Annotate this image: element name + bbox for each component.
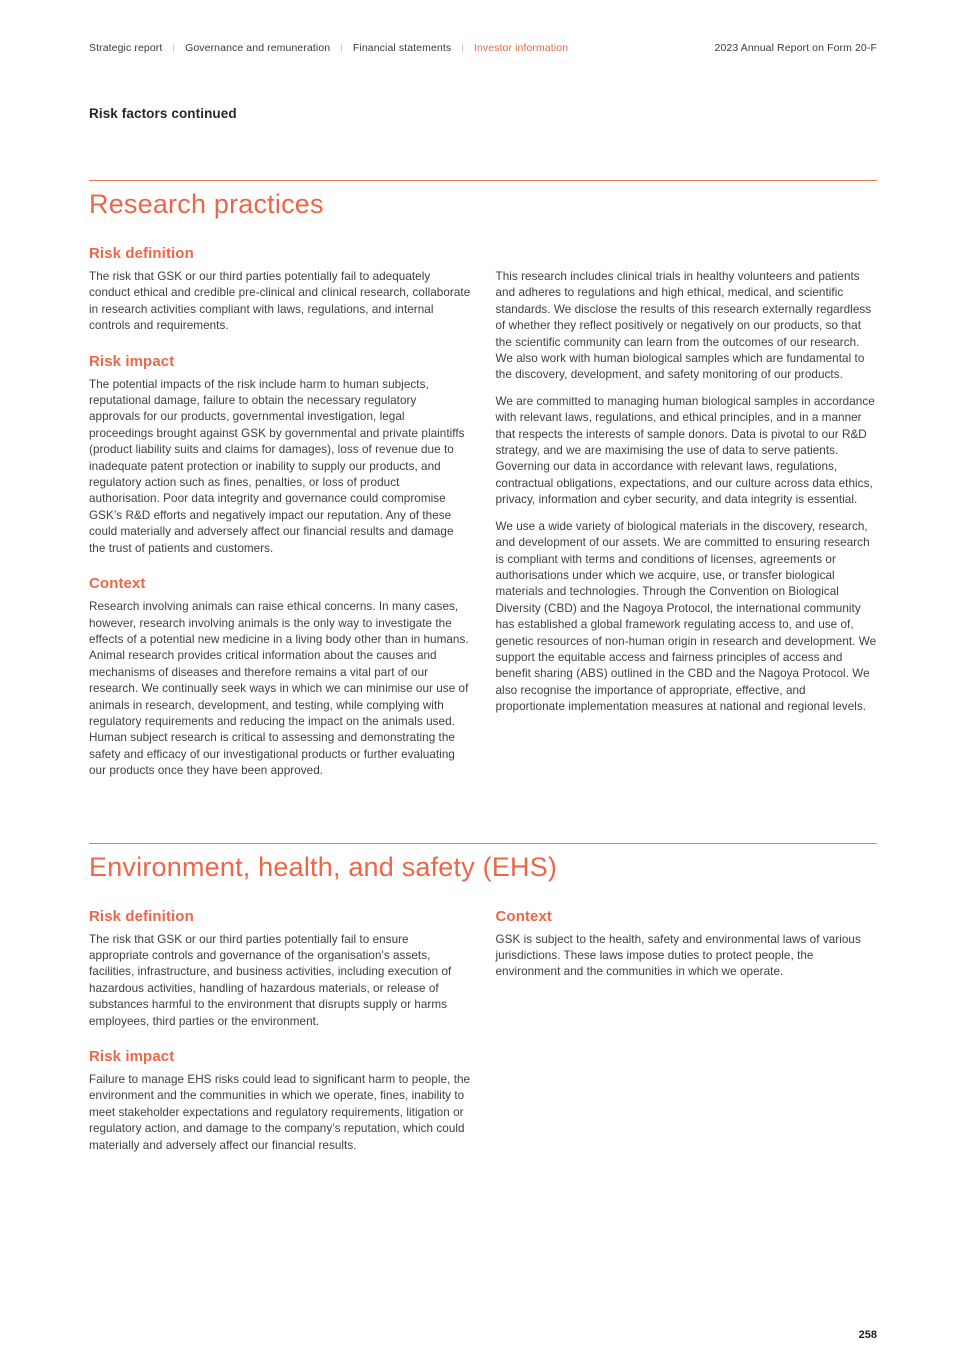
page-footer <box>859 1329 877 1341</box>
header-nav <box>89 42 568 54</box>
subheading-context: Context <box>495 907 553 925</box>
research-paragraph: We are committed to managing human biological samples in accordance with relevant laws, regulations, and ethical principles, and in a manner that respects the interests of sample donors. Data is pivotal to our R&D strategy, and we are maximising the use of data to serve patients. Governing our data in accordance with relevant laws, regulations, contractual obligations, expectations, and our culture across data ethics, privacy, information and cyber security, and data integrity is essential. <box>495 394 875 507</box>
research-paragraph: We use a wide variety of biological materials in the discovery, research, and development of our assets. We are committed to ensuring research is compliant with terms and conditions of licenses, agreements or authorisations under which we acquire, use, or transfer biological materials and technologies. Through the Convention on Biological Diversity (CBD) and the Nagoya Protocol, the international community has established a global framework regulating access to, and use of, genetic resources of non-human origin in research and development. We support the equitable access and fairness principles of access and benefit sharing (ABS) outlined in the CBD and the Nagoya Protocol. We also recognise the importance of appropriate, effective, and proportionate implementation measures at national and regional levels. <box>495 519 877 714</box>
nav-governance-and-remuneration[interactable]: Governance and remuneration <box>185 42 331 54</box>
two-column-layout <box>89 908 877 1164</box>
section-divider <box>89 180 877 181</box>
left-column <box>89 245 471 790</box>
nav-separator: | <box>461 43 464 54</box>
risk-definition-paragraph: The risk that GSK or our third parties potentially fail to ensure appropriate controls and governance of the organisation's assets, facilities, infrastructure, and business activities, including execution of hazardous activities, handling of hazardous materials, or release of substances harmful to the environment that disrupts supply or harms employees, third parties or the environment. <box>89 932 452 1028</box>
nav-financial-statements[interactable]: Financial statements <box>352 42 452 54</box>
subheading-risk-definition: Risk definition <box>89 245 194 262</box>
section-ehs <box>89 843 877 1164</box>
left-column <box>89 908 471 1164</box>
nav-investor-information[interactable]: Investor information <box>473 42 569 54</box>
page-number: 258 <box>858 1329 877 1341</box>
page-title: Risk factors continued <box>89 106 237 121</box>
right-column <box>496 908 878 1164</box>
report-title: 2023 Annual Report on Form 20-F <box>714 42 877 54</box>
research-paragraph: This research includes clinical trials in healthy volunteers and patients and adheres to regulations and high ethical, medical, and scientific standards. We disclose the results of this research externally regardless of whether they reflect positively or negatively on our products, so that the scientific community can learn from the outcomes of our research. We also work with human biological samples which are fundamental to the discovery, development, and safety monitoring of our products. <box>495 270 872 382</box>
nav-separator: | <box>172 43 176 54</box>
page-header <box>89 42 877 54</box>
section-title-research-practices: Research practices <box>89 189 324 219</box>
context-paragraph: Research involving animals can raise ethical concerns. In many cases, however, research involving animals is the only way to investigate the effects of a potential new medicine in a living body other than in humans. Animal research provides critical information about the causes and mechanisms of diseases and therefore remains a vital part of our research. We continually seek ways in which we can minimise our use of animals in research, development, and testing, while complying with regulatory requirements and reducing the impact on the animals used. Human subject research is critical to assessing and demonstrating the safety and efficacy of our investigational products or further evaluating our products once they have been approved. <box>89 600 469 778</box>
risk-impact-paragraph: Failure to manage EHS risks could lead to significant harm to people, the environment and the communities in which we operate, fines, inability to meet stakeholder expectations and regulatory requirements, litigation or regulatory action, and damage to the company’s reputation, which could materially and adversely affect our financial results. <box>89 1073 471 1152</box>
right-column <box>496 245 878 790</box>
context-paragraph: GSK is subject to the health, safety and environmental laws of various jurisdictions. These laws impose duties to protect people, the environment and the communities in which we operate. <box>495 932 861 979</box>
subheading-risk-impact: Risk impact <box>89 1048 175 1065</box>
section-divider <box>89 843 877 844</box>
risk-definition-paragraph: The risk that GSK or our third parties potentially fail to adequately conduct ethical and credible pre-clinical and clinical research, collaborate in research activities compliant with laws, regulations, and internal controls and requirements. <box>89 270 471 333</box>
subheading-risk-impact: Risk impact <box>89 352 175 370</box>
nav-strategic-report[interactable]: Strategic report <box>89 42 163 54</box>
two-column-layout <box>89 245 877 790</box>
subheading-context: Context <box>89 575 146 593</box>
subheading-risk-definition: Risk definition <box>89 907 194 925</box>
risk-impact-paragraph: The potential impacts of the risk include harm to human subjects, reputational damage, failure to obtain the necessary regulatory approvals for our products, governmental investigation, legal proceedings brought against GSK by governmental and private plaintiffs (product liability suits and claims for damages), loss of revenue due to inadequate patent protection or inability to supply our products, and regulatory action such as fines, penalties, or loss of product authorisation. Poor data integrity and governance could compromise GSK’s R&D efforts and negatively impact our reputation. Any of these could materially and adversely affect our financial results and damage the trust of patients and customers. <box>89 377 465 555</box>
nav-separator: | <box>340 43 343 54</box>
section-research-practices <box>89 180 877 790</box>
section-title-ehs: Environment, health, and safety (EHS) <box>89 851 558 882</box>
